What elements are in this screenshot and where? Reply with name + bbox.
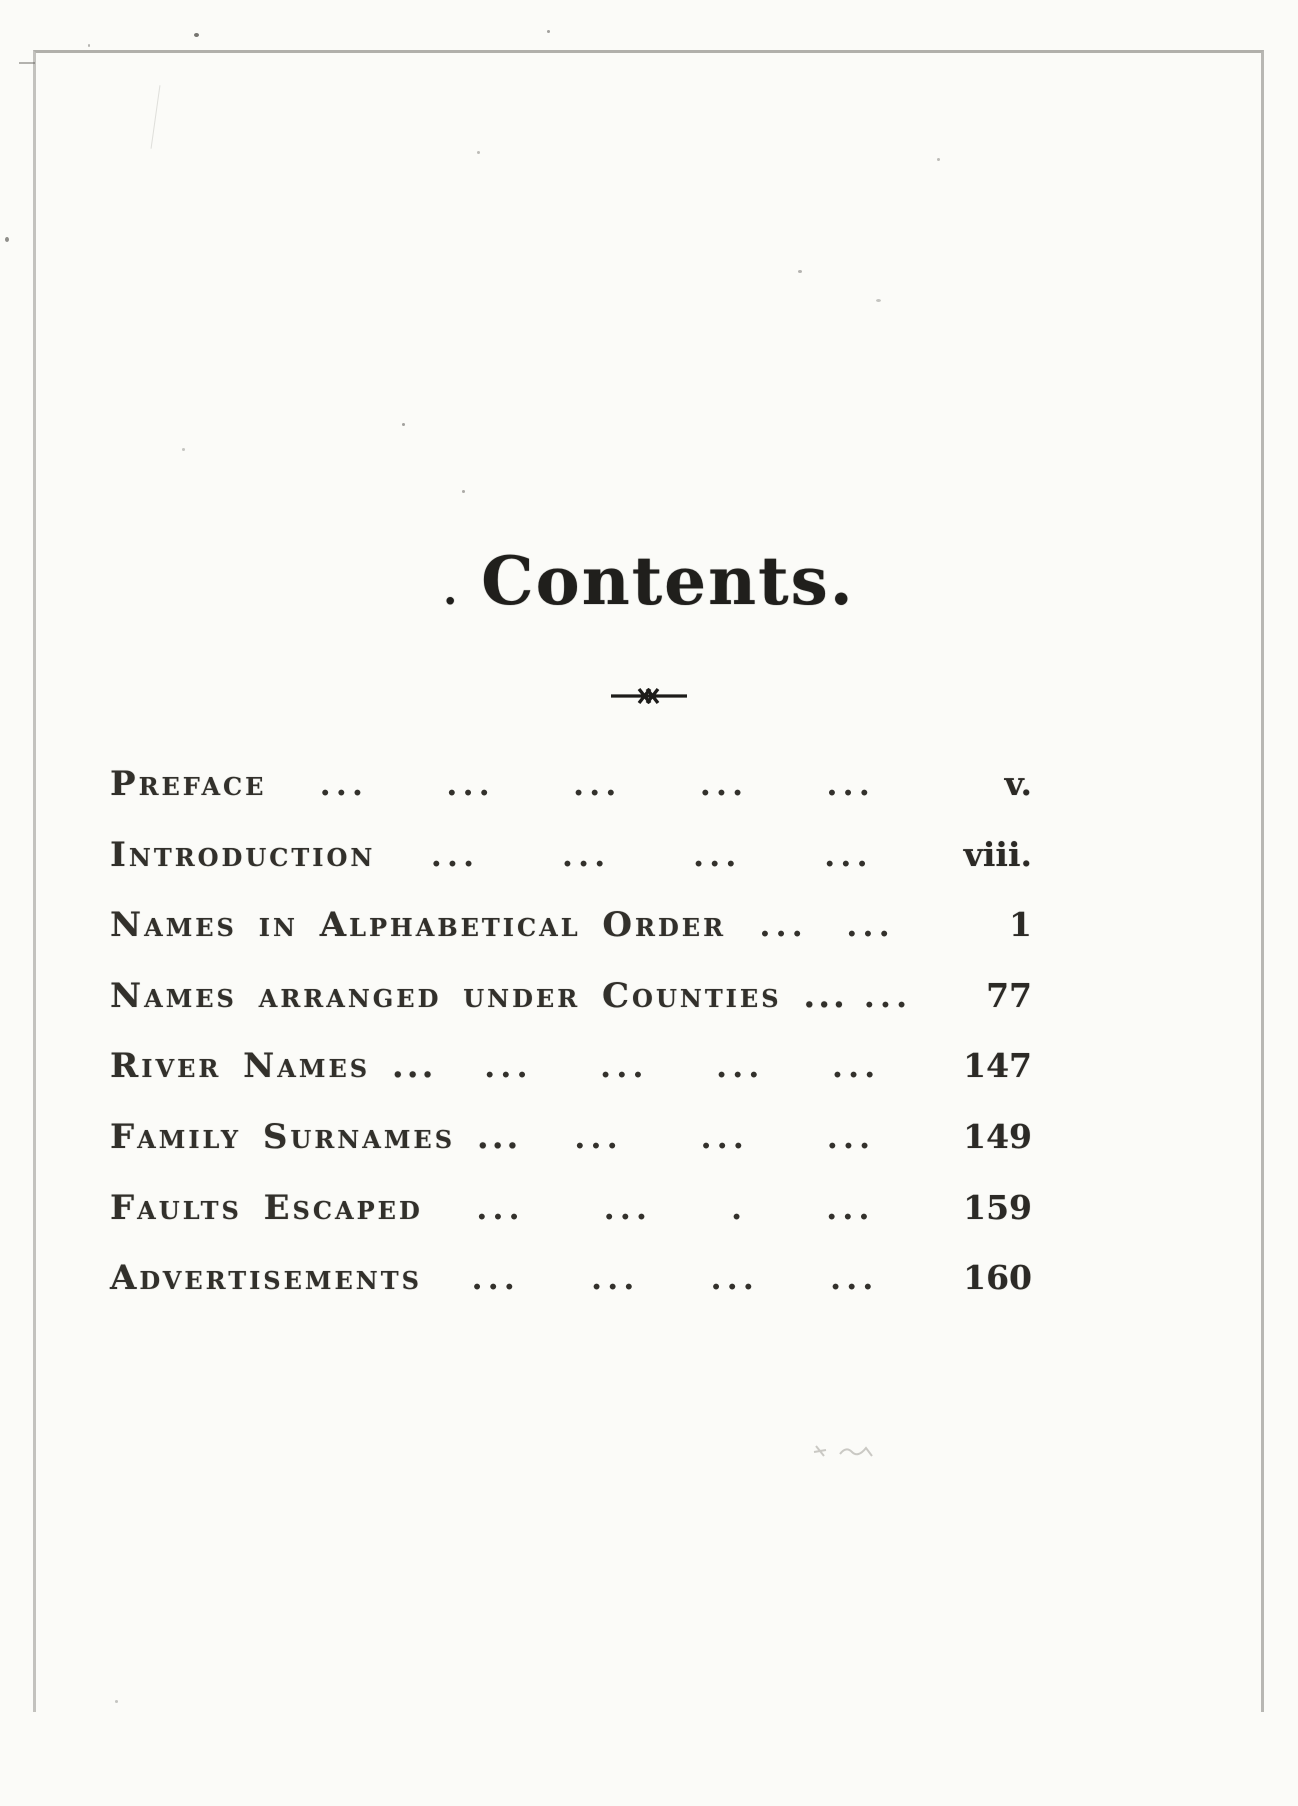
toc-page-number: 147 [963,1046,1032,1086]
leader-dot-group: ... [831,1047,881,1086]
toc-entry-label: Introduction [110,834,376,875]
leader-dot-group: ... [476,1188,525,1227]
leader-dot-group: ... [759,906,808,945]
leader-dot-group: ... [430,835,480,874]
toc-row [110,893,1032,964]
toc-page-number: v. [1004,764,1032,803]
leader-dot-group: ... [826,1117,876,1156]
toc-entry-label: Family Surnames ... [110,1116,522,1157]
leader-dot-group: ... [846,906,895,945]
scan-speck [402,423,405,426]
leader-dot-group: ... [561,835,611,874]
toc-row [110,964,1032,1035]
border-corner-tick [19,62,35,64]
toc-leader-dots [280,765,914,803]
leader-dot-group: ... [574,1117,623,1156]
scan-speck [937,158,940,161]
leader-dot-group: ... [573,765,622,803]
scan-scratch [151,85,161,149]
toc-leader-dots [450,1047,914,1085]
scan-artifact-dot: . [443,567,460,614]
leader-dot-group: ... [826,765,875,803]
toc-leader-dots [862,977,914,1015]
leader-dot-group: ... [600,1047,649,1086]
toc-page-number: 1 [1009,905,1032,945]
toc-row [110,1105,1032,1176]
scan-speck [194,33,199,37]
toc-entry-label: Preface [110,764,267,804]
leader-dot-group: . [730,1188,748,1227]
toc-row [110,823,1032,894]
scan-speck [115,1700,118,1703]
scan-speck [477,151,480,154]
leader-dot-group: ... [484,1047,533,1086]
leader-dot-group: ... [710,1259,759,1298]
toc-leader-dots [389,836,914,874]
scan-speck [547,30,550,33]
toc-page-number: 149 [963,1116,1032,1156]
table-of-contents [110,752,1032,1317]
toc-leader-dots [740,906,914,944]
toc-leader-dots [437,1189,914,1227]
leader-dot-group: ... [826,1188,875,1227]
scan-speck [876,299,881,302]
toc-entry-label: Names arranged under Counties ... [110,975,848,1016]
leader-dot-group: ... [446,765,495,803]
toc-entry-label: Names in Alphabetical Order [110,905,727,946]
leader-dot-group: ... [700,1117,749,1156]
leader-dot-group: ... [824,835,873,874]
toc-row [110,1246,1032,1317]
ornament-rule-icon [611,686,687,706]
leader-dot-group: ... [319,765,369,803]
page-title: Contents. [481,542,855,620]
toc-row [110,752,1032,823]
toc-page-number: viii. [963,834,1032,874]
leader-dot-group: ... [603,1188,653,1227]
leader-dot-group: ... [590,1259,640,1298]
scan-speck [5,237,9,242]
toc-page-number: 159 [963,1187,1032,1227]
leader-dot-group: ... [699,765,749,803]
leader-dot-group: ... [693,835,742,874]
leader-dot-group: ... [863,976,913,1015]
toc-row [110,1176,1032,1247]
scan-speck [182,448,185,451]
toc-page-number: 77 [986,975,1032,1015]
contents-title [0,542,1298,620]
scan-speck [798,270,802,273]
leader-dot-group: ... [715,1047,765,1086]
scan-speck [462,490,465,493]
pencil-mark [810,1440,880,1462]
leader-dot-group: ... [830,1259,879,1298]
divider-ornament [0,686,1298,706]
leader-dot-group: ... [471,1259,520,1298]
toc-page-number: 160 [963,1258,1032,1298]
toc-leader-dots [436,1259,914,1297]
toc-entry-label: Faults Escaped [110,1187,423,1228]
toc-row [110,1034,1032,1105]
scan-speck [88,44,90,47]
toc-entry-label: River Names ... [110,1046,437,1087]
toc-leader-dots [535,1118,914,1156]
toc-entry-label: Advertisements [110,1258,422,1299]
